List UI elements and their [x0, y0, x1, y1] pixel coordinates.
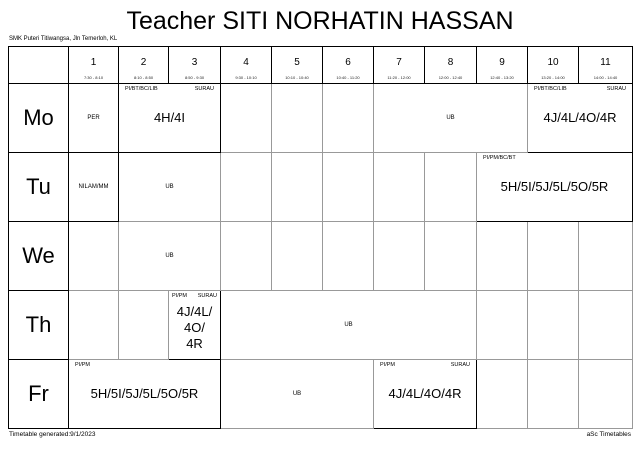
lesson-cell: [528, 84, 633, 153]
empty-cell: [272, 153, 323, 222]
generator-credit: aSc Timetables: [586, 431, 631, 438]
day-label: We: [9, 222, 69, 291]
period-header: 5 10:10 - 10:40: [272, 47, 323, 84]
period-header: 7 11:20 - 12:00: [374, 47, 425, 84]
empty-cell: [221, 153, 272, 222]
lesson-cell: [169, 291, 221, 360]
day-label: Tu: [9, 153, 69, 222]
day-label: Fr: [9, 360, 69, 429]
subject-label: PI/PM: [75, 362, 90, 368]
room-label: SURAU: [194, 86, 214, 92]
empty-cell: [374, 222, 425, 291]
period-header: 9 12:40 - 13:20: [477, 47, 528, 84]
empty-cell: [579, 291, 633, 360]
school-name: SMK Puteri Titiwangsa, Jln Temerloh, KL: [9, 36, 118, 42]
period-header: 10 13:20 - 14:00: [528, 47, 579, 84]
lesson-cell: [477, 153, 633, 222]
lesson-cell: PER: [69, 84, 119, 153]
lesson-cell: UB: [221, 360, 374, 429]
class-label: 5H/5I/5J/5L/5O/5R: [90, 386, 199, 401]
subject-label: PI/PM/BC/BT: [483, 155, 516, 161]
day-row-we: [9, 222, 633, 291]
period-header: 11 14:00 - 14:40: [579, 47, 633, 84]
empty-cell: [69, 222, 119, 291]
class-label: 4J/4L/4O/4R: [543, 110, 617, 125]
day-label: Th: [9, 291, 69, 360]
lesson-cell: UB: [221, 291, 477, 360]
class-label: 4J/4L/4O/4R: [388, 386, 462, 401]
empty-cell: [579, 222, 633, 291]
empty-cell: [323, 153, 374, 222]
empty-cell: [477, 222, 528, 291]
lesson-cell: [374, 360, 477, 429]
period-header: 1 7:30 - 8:10: [69, 47, 119, 84]
class-label: 4J/4L/ 4O/ 4R: [176, 304, 213, 351]
period-header: 6 10:40 - 11:20: [323, 47, 374, 84]
day-row-mo: [9, 84, 633, 153]
page-title: Teacher SITI NORHATIN HASSAN: [126, 7, 514, 35]
lesson-cell: [119, 84, 221, 153]
generated-date: Timetable generated:9/1/2023: [9, 431, 96, 438]
day-row-th: [9, 291, 633, 360]
corner-cell: [9, 47, 69, 84]
day-label: Mo: [9, 84, 69, 153]
empty-cell: [119, 291, 169, 360]
day-row-fr: [9, 360, 633, 429]
lesson-cell: UB: [119, 222, 221, 291]
class-label: 4H/4I: [153, 110, 186, 125]
empty-cell: [69, 291, 119, 360]
empty-cell: [323, 84, 374, 153]
empty-cell: [323, 222, 374, 291]
subject-label: PI/PM: [380, 362, 395, 368]
empty-cell: [425, 153, 477, 222]
empty-cell: [272, 84, 323, 153]
lesson-cell: UB: [374, 84, 528, 153]
empty-cell: [221, 222, 272, 291]
day-row-tu: [9, 153, 633, 222]
subject-label: PI/BT/BC/LIB: [125, 86, 158, 92]
subject-label: PI/PM: [172, 293, 187, 299]
lesson-cell: NILAM/MM: [69, 153, 119, 222]
period-header: 2 8:10 - 8:50: [119, 47, 169, 84]
empty-cell: [272, 222, 323, 291]
lesson-cell: [69, 360, 221, 429]
period-header-row: [9, 47, 633, 84]
room-label: SURAU: [450, 362, 470, 368]
class-label: 5H/5I/5J/5L/5O/5R: [500, 179, 609, 194]
room-label: SURAU: [606, 86, 626, 92]
empty-cell: [221, 84, 272, 153]
empty-cell: [528, 291, 579, 360]
subject-label: PI/BT/BC/LIB: [534, 86, 567, 92]
lesson-cell: UB: [119, 153, 221, 222]
period-header: 4 9:30 - 10:10: [221, 47, 272, 84]
empty-cell: [477, 360, 528, 429]
empty-cell: [528, 222, 579, 291]
timetable: [8, 46, 633, 429]
period-header: 3 8:50 - 9:30: [169, 47, 221, 84]
empty-cell: [528, 360, 579, 429]
room-label: SURAU: [197, 293, 217, 299]
empty-cell: [425, 222, 477, 291]
period-header: 8 12:00 - 12:40: [425, 47, 477, 84]
empty-cell: [374, 153, 425, 222]
empty-cell: [579, 360, 633, 429]
empty-cell: [477, 291, 528, 360]
